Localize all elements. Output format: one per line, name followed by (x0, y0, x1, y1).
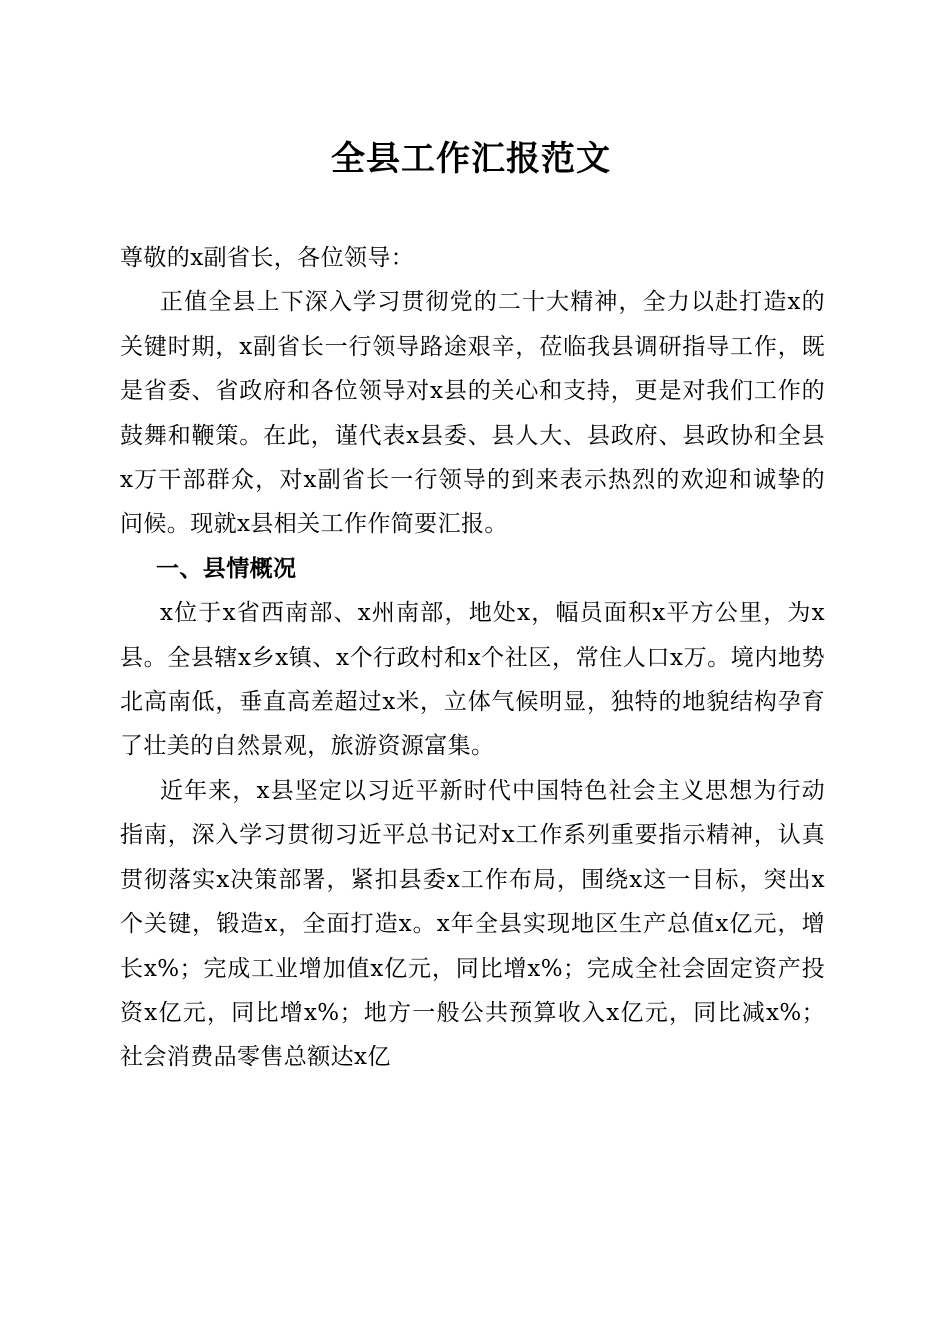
intro-paragraph: 正值全县上下深入学习贯彻党的二十大精神，全力以赴打造x的关键时期，x副省长一行领导路途艰辛，莅临我县调研指导工作，既是省委、省政府和各位领导对x县的关心和支持，更是对我们工作的鼓舞和鞭策。在此，谨代表x县委、县人大、县政府、县政协和全县x万干部群众，对x副省长一行领导的到来表示热烈的欢迎和诚挚的问候。现就x县相关工作作简要汇报。 (120, 289, 825, 538)
overview-paragraph: x位于x省西南部、x州南部，地处x，幅员面积x平方公里，为x县。全县辖x乡x镇、x个行政村和x个社区，常住人口x万。境内地势北高南低，垂直高差超过x米，立体气候明显，独特的地貌结构孕育了壮美的自然景观，旅游资源富集。 (120, 600, 825, 760)
section-heading-county-overview: 一、县情概况 (156, 555, 297, 582)
progress-paragraph: 近年来，x县坚定以习近平新时代中国特色社会主义思想为行动指南，深入学习贯彻习近平总书记对x工作系列重要指示精神，认真贯彻落实x决策部署，紧扣县委x工作布局，围绕x这一目标，突出x个关键，锻造x，全面打造x。x年全县实现地区生产总值x亿元，增长x%；完成工业增加值x亿元，同比增x%；完成全社会固定资产投资x亿元，同比增x%；地方一般公共预算收入x亿元，同比减x%；社会消费品零售总额达x亿 (120, 777, 825, 1071)
document-title: 全县工作汇报范文 (331, 139, 611, 179)
document-body (120, 236, 825, 1080)
salutation: 尊敬的x副省长，各位领导： (120, 245, 415, 271)
